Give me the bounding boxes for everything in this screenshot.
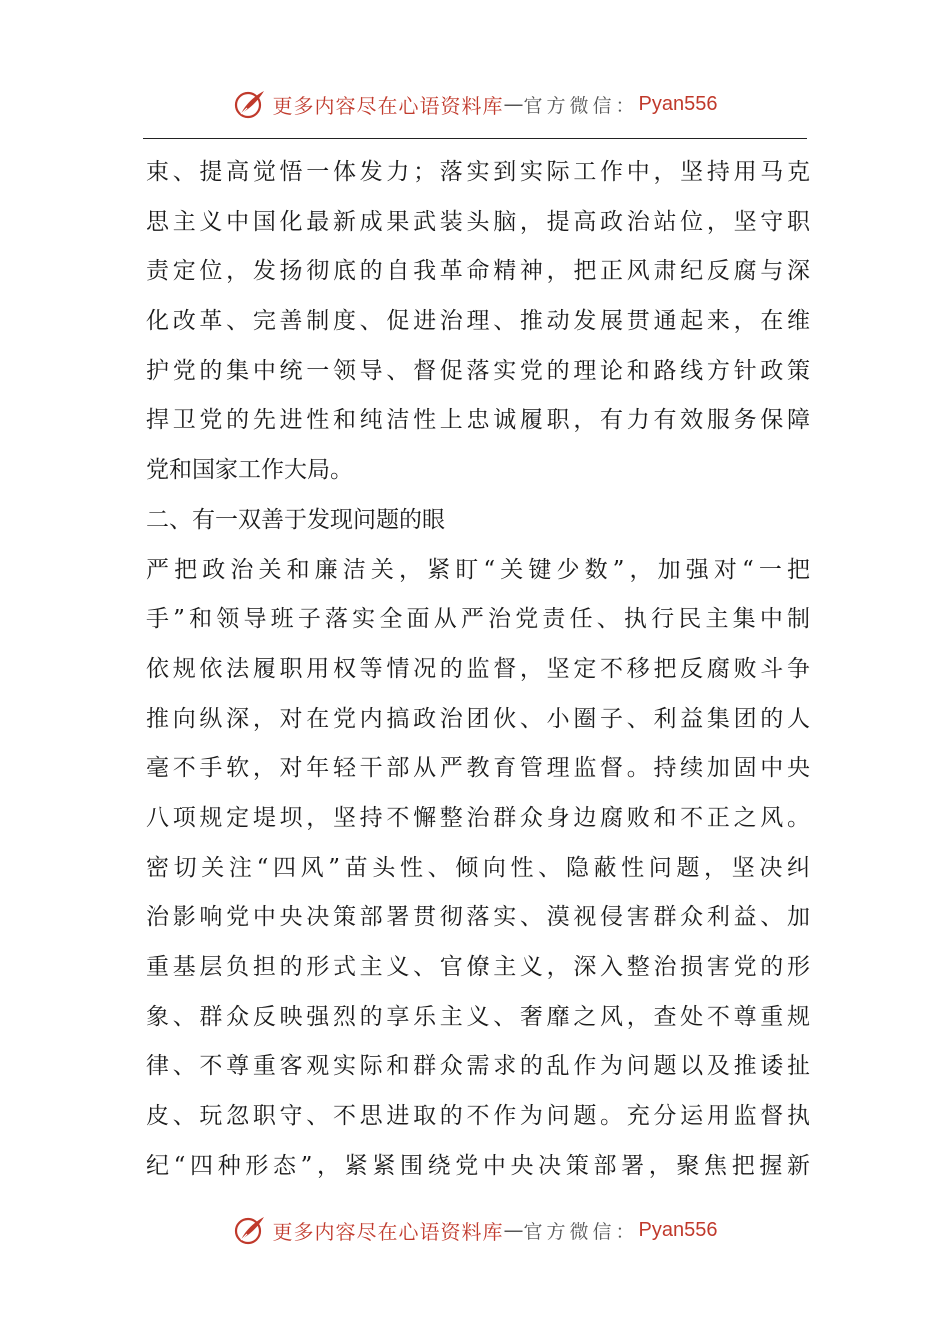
text-line: 密切关注“四风”苗头性、倾向性、隐蔽性问题，坚决纠 (146, 854, 810, 881)
header-separator: — (503, 92, 524, 116)
text-line: 严把政治关和廉洁关，紧盯“关键少数”，加强对“一把 (146, 556, 810, 583)
text-line: 纪“四种形态”，紧紧围绕党中央决策部署，聚焦把握新 (146, 1152, 810, 1179)
text-line: 二、有一双善于发现问题的眼 (146, 506, 445, 533)
text-line: 党和国家工作大局。 (146, 457, 353, 484)
footer-banner (0, 1210, 950, 1250)
header-wechat-label: 官方微信： (523, 94, 639, 117)
text-line: 捍卫党的先进性和纯洁性上忠诚履职，有力有效服务保障 (146, 407, 810, 434)
text-line: 责定位，发扬彻底的自我革命精神，把正风肃纪反腐与深 (146, 258, 810, 285)
text-line: 化改革、完善制度、促进治理、推动发展贯通起来，在维 (146, 308, 810, 335)
header-divider (143, 138, 807, 139)
header-wechat-id: Pyan556 (638, 92, 718, 115)
text-line: 象、群众反映强烈的享乐主义、奢靡之风，查处不尊重规 (146, 1003, 810, 1030)
footer-separator: — (503, 1218, 524, 1242)
text-line: 毫不手软，对年轻干部从严教育管理监督。持续加固中央 (146, 755, 810, 782)
text-line: 治影响党中央决策部署贯彻落实、漠视侵害群众利益、加 (146, 904, 810, 931)
quill-pen-logo-icon (233, 1213, 267, 1247)
text-line: 依规依法履职用权等情况的监督，坚定不移把反腐败斗争 (146, 655, 810, 682)
footer-brand-text: 更多内容尽在心语资料库 (272, 1219, 504, 1244)
quill-pen-logo-icon (233, 87, 267, 121)
text-line: 律、不尊重客观实际和群众需求的乱作为问题以及推诿扯 (146, 1053, 810, 1080)
footer-wechat-label: 官方微信： (523, 1220, 639, 1243)
footer-wechat-id: Pyan556 (638, 1218, 718, 1241)
text-line: 手”和领导班子落实全面从严治党责任、执行民主集中制 (146, 606, 810, 633)
header-banner (0, 84, 950, 124)
header-brand-text: 更多内容尽在心语资料库 (272, 93, 504, 118)
document-body (146, 148, 810, 1191)
text-line: 思主义中国化最新成果武装头脑，提高政治站位，坚守职 (146, 208, 810, 235)
text-line: 推向纵深，对在党内搞政治团伙、小圈子、利益集团的人 (146, 705, 810, 732)
text-line: 束、提高觉悟一体发力；落实到实际工作中，坚持用马克 (146, 159, 810, 185)
text-line: 护党的集中统一领导、督促落实党的理论和路线方针政策 (146, 357, 810, 384)
text-line: 重基层负担的形式主义、官僚主义，深入整治损害党的形 (146, 954, 810, 980)
text-line: 皮、玩忽职守、不思进取的不作为问题。充分运用监督执 (146, 1103, 810, 1130)
text-line: 八项规定堤坝，坚持不懈整治群众身边腐败和不正之风。 (146, 804, 810, 831)
